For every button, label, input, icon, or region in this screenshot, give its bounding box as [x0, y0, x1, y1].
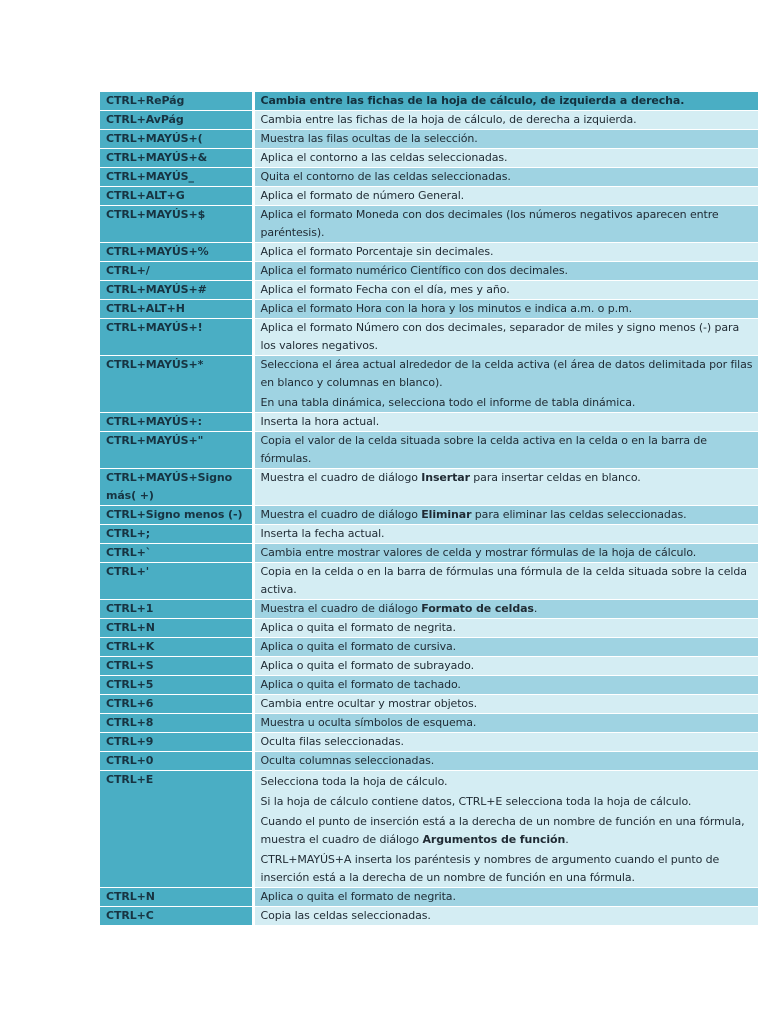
shortcut-key: CTRL+0: [100, 752, 253, 771]
shortcut-key: CTRL+8: [100, 714, 253, 733]
description-text: Muestra las filas ocultas de la selección.: [260, 132, 478, 145]
table-row: [100, 619, 758, 638]
shortcuts-table-body: [100, 92, 758, 926]
shortcut-key: CTRL+9: [100, 733, 253, 752]
shortcut-key: CTRL+MAYÚS+!: [100, 319, 253, 356]
shortcut-description: [253, 600, 758, 619]
shortcut-key: CTRL+MAYÚS_: [100, 168, 253, 187]
shortcut-description: [253, 92, 758, 111]
description-text: Selecciona el área actual alrededor de la celda activa (el área de datos delimitada por filas en blanco y columnas en blanco).: [260, 358, 753, 389]
description-text: Cambia entre las fichas de la hoja de cálculo, de derecha a izquierda.: [260, 113, 637, 126]
shortcut-key: CTRL+MAYÚS+&: [100, 149, 253, 168]
shortcut-description: [253, 638, 758, 657]
table-row: [100, 111, 758, 130]
description-text: Muestra el cuadro de diálogo: [260, 602, 422, 615]
shortcut-description: [253, 149, 758, 168]
shortcut-key: CTRL+MAYÚS+(: [100, 130, 253, 149]
shortcut-description: [253, 752, 758, 771]
table-row: [100, 92, 758, 111]
description-text: .: [565, 833, 569, 846]
shortcut-key: CTRL+MAYÚS+:: [100, 413, 253, 432]
table-row: [100, 563, 758, 600]
table-row: [100, 506, 758, 525]
shortcut-description: [253, 907, 758, 926]
description-text: Aplica o quita el formato de cursiva.: [260, 640, 457, 653]
description-text: Muestra el cuadro de diálogo: [260, 508, 422, 521]
shortcut-key: CTRL+E: [100, 771, 253, 888]
description-bold-term: Insertar: [421, 471, 470, 484]
table-row: [100, 469, 758, 506]
description-text: .: [533, 602, 538, 615]
description-text: Quita el contorno de las celdas seleccionadas.: [260, 170, 511, 183]
shortcut-description: [253, 187, 758, 206]
description-bold-term: Formato de celdas: [421, 602, 534, 615]
description-text: Aplica el formato Moneda con dos decimales (los números negativos aparecen entre paréntesis).: [260, 208, 719, 239]
table-row: [100, 676, 758, 695]
table-row: [100, 206, 758, 243]
shortcut-key: CTRL+S: [100, 657, 253, 676]
table-row: [100, 657, 758, 676]
table-row: [100, 907, 758, 926]
shortcut-key: CTRL+C: [100, 907, 253, 926]
shortcut-description: [253, 525, 758, 544]
shortcut-key: CTRL+MAYÚS+": [100, 432, 253, 469]
shortcut-description: [253, 130, 758, 149]
table-row: [100, 168, 758, 187]
shortcut-description: [253, 262, 758, 281]
shortcut-key: CTRL+RePág: [100, 92, 253, 111]
description-text: Cambia entre mostrar valores de celda y mostrar fórmulas de la hoja de cálculo.: [260, 546, 697, 559]
description-text: Cambia entre ocultar y mostrar objetos.: [260, 697, 478, 710]
shortcut-description: [253, 356, 758, 413]
shortcut-description: [253, 695, 758, 714]
shortcut-description: [253, 413, 758, 432]
table-row: [100, 733, 758, 752]
shortcut-key: CTRL+ALT+G: [100, 187, 253, 206]
shortcut-key: CTRL+Signo menos (-): [100, 506, 253, 525]
description-text: Aplica el formato Porcentaje sin decimales.: [260, 245, 494, 258]
description-bold-term: Eliminar: [421, 508, 472, 521]
description-text: Copia en la celda o en la barra de fórmulas una fórmula de la celda situada sobre la celda activa.: [260, 565, 747, 596]
shortcut-key: CTRL+6: [100, 695, 253, 714]
description-text: Aplica o quita el formato de subrayado.: [260, 659, 475, 672]
description-text: Cambia entre las fichas de la hoja de cálculo, de izquierda a derecha.: [260, 94, 685, 107]
shortcut-description: [253, 714, 758, 733]
shortcut-description: [253, 319, 758, 356]
shortcut-description: [253, 771, 758, 888]
description-paragraph: Si la hoja de cálculo contiene datos, CTRL+E selecciona toda la hoja de cálculo.: [260, 795, 692, 808]
table-row: [100, 243, 758, 262]
description-text: para eliminar las celdas seleccionadas.: [471, 508, 687, 521]
shortcut-key: CTRL+/: [100, 262, 253, 281]
table-row: [100, 281, 758, 300]
shortcut-key: CTRL+ALT+H: [100, 300, 253, 319]
shortcut-description: [253, 243, 758, 262]
table-row: [100, 130, 758, 149]
description-paragraph: [261, 811, 755, 849]
shortcut-key: CTRL+MAYÚS+#: [100, 281, 253, 300]
table-row: [100, 714, 758, 733]
table-row: [100, 888, 758, 907]
description-text: para insertar celdas en blanco.: [469, 471, 641, 484]
shortcut-description: [253, 619, 758, 638]
description-text: Aplica el formato Hora con la hora y los minutos e indica a.m. o p.m.: [260, 302, 632, 315]
table-row: [100, 638, 758, 657]
table-row: [100, 300, 758, 319]
table-row: [100, 695, 758, 714]
shortcut-key: CTRL+MAYÚS+*: [100, 356, 253, 413]
table-row: [100, 413, 758, 432]
shortcut-key: CTRL+5: [100, 676, 253, 695]
description-text: Aplica el contorno a las celdas seleccionadas.: [260, 151, 508, 164]
shortcut-description: [253, 432, 758, 469]
description-text: Cuando el punto de inserción está a la derecha de un nombre de función en una fórmula, muestra el cuadro de diálogo: [260, 815, 745, 846]
shortcut-description: [253, 206, 758, 243]
shortcut-key: CTRL+AvPág: [100, 111, 253, 130]
description-text: Aplica o quita el formato de negrita.: [260, 621, 456, 634]
table-row: [100, 752, 758, 771]
shortcut-description: [253, 544, 758, 563]
table-row: [100, 544, 758, 563]
description-text: Copia el valor de la celda situada sobre la celda activa en la celda o en la barra de fórmulas.: [260, 434, 707, 465]
description-text: Oculta columnas seleccionadas.: [260, 754, 435, 767]
shortcuts-table: [100, 92, 758, 926]
description-text: En una tabla dinámica, selecciona todo el informe de tabla dinámica.: [260, 396, 636, 409]
shortcut-key: CTRL+1: [100, 600, 253, 619]
description-text: Aplica el formato de número General.: [260, 189, 465, 202]
shortcut-key: CTRL+N: [100, 888, 253, 907]
table-row: [100, 600, 758, 619]
shortcut-description: [253, 168, 758, 187]
description-text: Copia las celdas seleccionadas.: [260, 909, 431, 922]
description-text: Muestra el cuadro de diálogo: [260, 471, 422, 484]
table-row: [100, 262, 758, 281]
shortcut-description: [253, 657, 758, 676]
shortcut-description: [253, 676, 758, 695]
table-row: [100, 149, 758, 168]
shortcut-key: CTRL+K: [100, 638, 253, 657]
table-row: [100, 187, 758, 206]
shortcut-description: [253, 506, 758, 525]
description-text: Aplica el formato numérico Científico con dos decimales.: [260, 264, 568, 277]
shortcut-description: [253, 888, 758, 907]
shortcut-key: CTRL+MAYÚS+Signo más( +): [100, 469, 253, 506]
table-row: [100, 525, 758, 544]
description-text: Muestra u oculta símbolos de esquema.: [260, 716, 477, 729]
table-row: [100, 356, 758, 413]
description-text: Aplica el formato Número con dos decimales, separador de miles y signo menos (-) para los valores negativos.: [260, 321, 740, 352]
description-bold-term: Argumentos de función: [422, 833, 566, 846]
description-text: Aplica o quita el formato de negrita.: [260, 890, 456, 903]
description-text: Oculta filas seleccionadas.: [260, 735, 404, 748]
description-text: Aplica el formato Fecha con el día, mes y año.: [260, 283, 510, 296]
shortcut-description: [253, 733, 758, 752]
shortcut-description: [253, 281, 758, 300]
shortcut-description: [253, 111, 758, 130]
shortcut-description: [253, 300, 758, 319]
description-paragraph: CTRL+MAYÚS+A inserta los paréntesis y nombres de argumento cuando el punto de inserción está a la derecha de un nombre de función en una fórmula.: [260, 853, 720, 884]
shortcut-key: CTRL+N: [100, 619, 253, 638]
shortcut-key: CTRL+': [100, 563, 253, 600]
description-text: Inserta la hora actual.: [260, 415, 380, 428]
description-paragraph: Selecciona toda la hoja de cálculo.: [260, 775, 448, 788]
shortcut-description: [253, 469, 758, 506]
description-text: Aplica o quita el formato de tachado.: [260, 678, 461, 691]
shortcut-key: CTRL+MAYÚS+%: [100, 243, 253, 262]
shortcut-key: CTRL+MAYÚS+$: [100, 206, 253, 243]
shortcut-key: CTRL+;: [100, 525, 253, 544]
table-row: [100, 319, 758, 356]
shortcut-key: CTRL+`: [100, 544, 253, 563]
table-row: [100, 432, 758, 469]
shortcut-description: [253, 563, 758, 600]
table-row: [100, 771, 758, 888]
description-text: Inserta la fecha actual.: [260, 527, 385, 540]
